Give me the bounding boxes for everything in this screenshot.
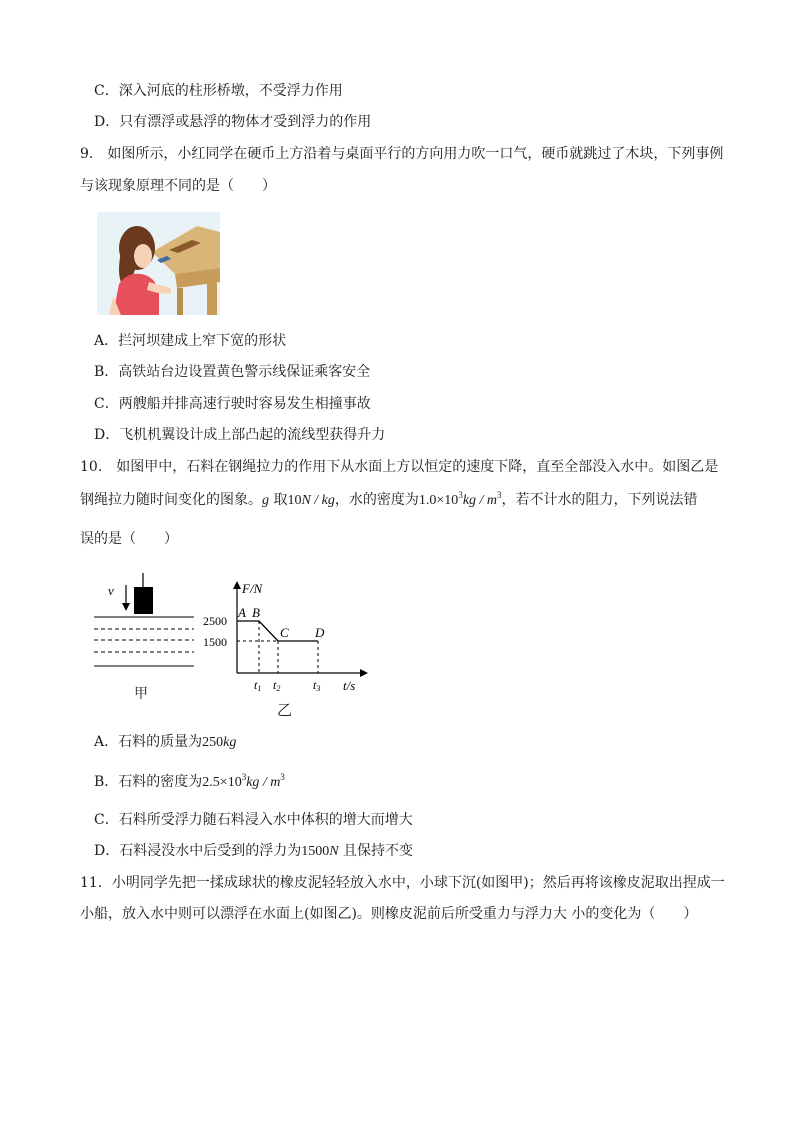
q9-option-a: A．拦河坝建成上窄下宽的形状 [94, 333, 287, 349]
q11-stem-line2: 小船，放入水中则可以漂浮在水面上(如图乙)。则橡皮泥前后所受重力与浮力大 小的变化为（ ） [80, 906, 698, 922]
q9-option-d: D．飞机机翼设计成上部凸起的流线型获得升力 [94, 427, 386, 443]
q11-stem-line1: 11．小明同学先把一揉成球状的橡皮泥轻轻放入水中，小球下沉(如图甲)；然后再将该橡皮泥取出捏成一 [80, 875, 725, 891]
x-tick-t1: t1 [254, 678, 262, 693]
q10-option-b-text: B．石料的密度为 [94, 774, 203, 790]
q10-stem-text: 钢绳拉力随时间变化的图象。 [80, 492, 262, 508]
x-tick-t3: t3 [313, 678, 321, 693]
q10-g-symbol: g [262, 493, 269, 508]
q10-figure-jia [88, 573, 198, 703]
q10-option-b [94, 773, 285, 792]
fig-jia-label: 甲 [134, 686, 148, 702]
q10-option-a [94, 733, 236, 752]
y-axis-label: F/N [242, 581, 263, 596]
q10-g-value: 10 [287, 493, 302, 508]
point-d-label: D [315, 625, 325, 640]
q10-stem-density: ，水的密度为 [334, 492, 419, 508]
force-time-graph [200, 573, 372, 701]
q10-option-b-mantissa: 2.5×10 [202, 775, 242, 790]
q10-option-b-unit-exponent: 3 [280, 772, 285, 782]
fig-yi-label: 乙 [277, 701, 293, 719]
q8-option-c: C．深入河底的柱形桥墩，不受浮力作用 [94, 83, 343, 99]
q10-option-d-text: D．石料浸没水中后受到的浮力为 [94, 843, 302, 859]
q9-option-b: B．高铁站台边设置黄色警示线保证乘客安全 [94, 364, 371, 380]
q10-rho-mantissa: 1.0×10 [418, 493, 459, 508]
q10-option-b-exponent: 3 [241, 772, 247, 782]
q10-option-c: C．石料所受浮力随石料浸入水中体积的增大而增大 [94, 812, 413, 828]
q10-option-a-text: A．石料的质量为 [94, 734, 203, 750]
x-axis-label: t/s [343, 678, 356, 693]
x-tick-t2: t2 [273, 678, 281, 693]
q10-stem-line1: 10. 如图甲中，石料在钢绳拉力的作用下从水面上方以恒定的速度下降，直至全部没入水中。如图乙是 [80, 459, 719, 475]
point-b-label: B [252, 605, 260, 620]
y-tick-2500: 2500 [203, 614, 227, 628]
velocity-label: v [108, 583, 114, 598]
q10-stem-tail: ，若不计水的阻力，下列说法错 [501, 492, 698, 508]
q9-figure-girl-blowing-coin [97, 212, 220, 315]
q8-option-d: D．只有漂浮或悬浮的物体才受到浮力的作用 [94, 114, 372, 130]
q10-rho-exponent: 3 [458, 490, 463, 500]
force-series-line [237, 621, 318, 641]
q10-stem-line2 [80, 491, 698, 510]
q10-rho-unit-exponent: 3 [497, 490, 502, 500]
q10-g-unit: N / kg [301, 493, 335, 508]
stone-block [134, 587, 153, 614]
q10-option-d [94, 842, 413, 861]
q9-stem-line1: 9. 如图所示，小红同学在硬币上方沿着与桌面平行的方向用力吹一口气，硬币就跳过了木块，下列事例 [80, 146, 724, 162]
point-c-label: C [280, 625, 289, 640]
q10-figure-yi-graph [200, 573, 372, 721]
q10-rho-unit: kg / m [462, 493, 498, 508]
q9-option-c: C．两艘船并排高速行驶时容易发生相撞事故 [94, 396, 371, 412]
q9-stem-line2: 与该现象原理不同的是（ ） [80, 178, 276, 194]
q10-stem-take: 取 [269, 492, 288, 508]
y-tick-1500: 1500 [203, 635, 227, 649]
q10-option-d-value: 1500 [301, 844, 330, 859]
q10-option-a-unit: kg [223, 735, 237, 750]
q10-option-d-tail: 且保持不变 [338, 843, 414, 859]
point-a-label: A [238, 605, 246, 620]
q10-option-d-unit: N [329, 844, 339, 859]
q10-option-a-value: 250 [202, 735, 224, 750]
q10-option-b-unit: kg / m [246, 775, 281, 790]
q10-stem-line3: 误的是（ ） [80, 531, 178, 547]
